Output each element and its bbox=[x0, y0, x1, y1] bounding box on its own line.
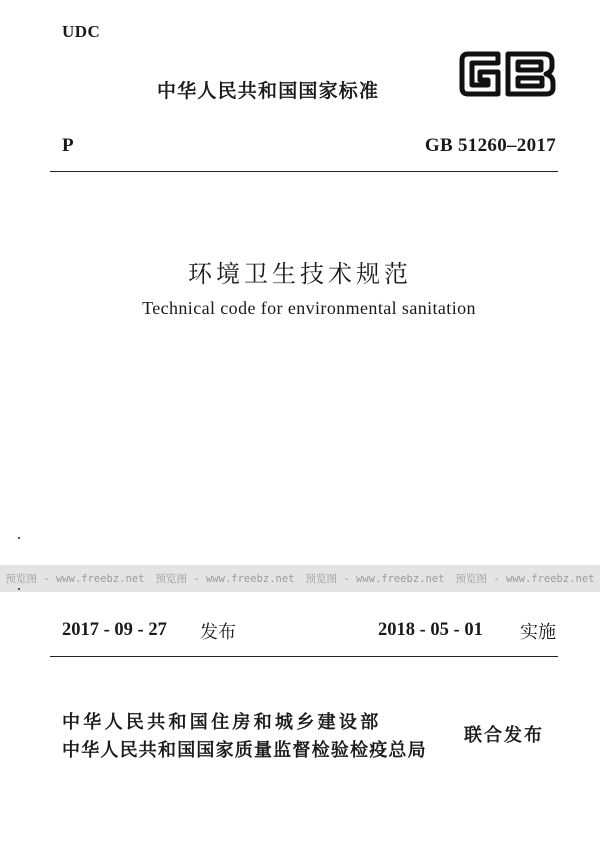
implement-label: 实施 bbox=[520, 622, 556, 643]
watermark-text: 预览图 - www.freebz.net bbox=[455, 573, 595, 585]
title-english: Technical code for environmental sanitation bbox=[142, 298, 476, 318]
dates-divider bbox=[50, 656, 558, 657]
issue-date: 2017 - 09 - 27 bbox=[62, 620, 167, 640]
standard-code: GB 51260–2017 bbox=[424, 135, 556, 156]
watermark-band bbox=[0, 565, 600, 592]
watermark-text: 预览图 - www.freebz.net bbox=[305, 573, 445, 585]
watermark-text: 预览图 - www.freebz.net bbox=[155, 573, 295, 585]
issue-label: 发布 bbox=[200, 622, 236, 643]
gb-logo bbox=[458, 48, 558, 100]
header-divider bbox=[50, 171, 558, 172]
scan-speck bbox=[18, 588, 20, 590]
category-code: P bbox=[62, 135, 74, 156]
publisher-1: 中华人民共和国住房和城乡建设部 bbox=[62, 712, 382, 733]
national-standard-label: 中华人民共和国国家标准 bbox=[157, 80, 380, 102]
publisher-2: 中华人民共和国国家质量监督检验检疫总局 bbox=[62, 740, 427, 761]
udc-label: UDC bbox=[62, 22, 101, 41]
title-chinese: 环境卫生技术规范 bbox=[188, 260, 412, 288]
joint-publish-label: 联合发布 bbox=[464, 725, 544, 746]
watermark-text: 预览图 - www.freebz.net bbox=[5, 573, 145, 585]
implement-date: 2018 - 05 - 01 bbox=[378, 620, 483, 640]
scan-speck bbox=[18, 537, 20, 539]
